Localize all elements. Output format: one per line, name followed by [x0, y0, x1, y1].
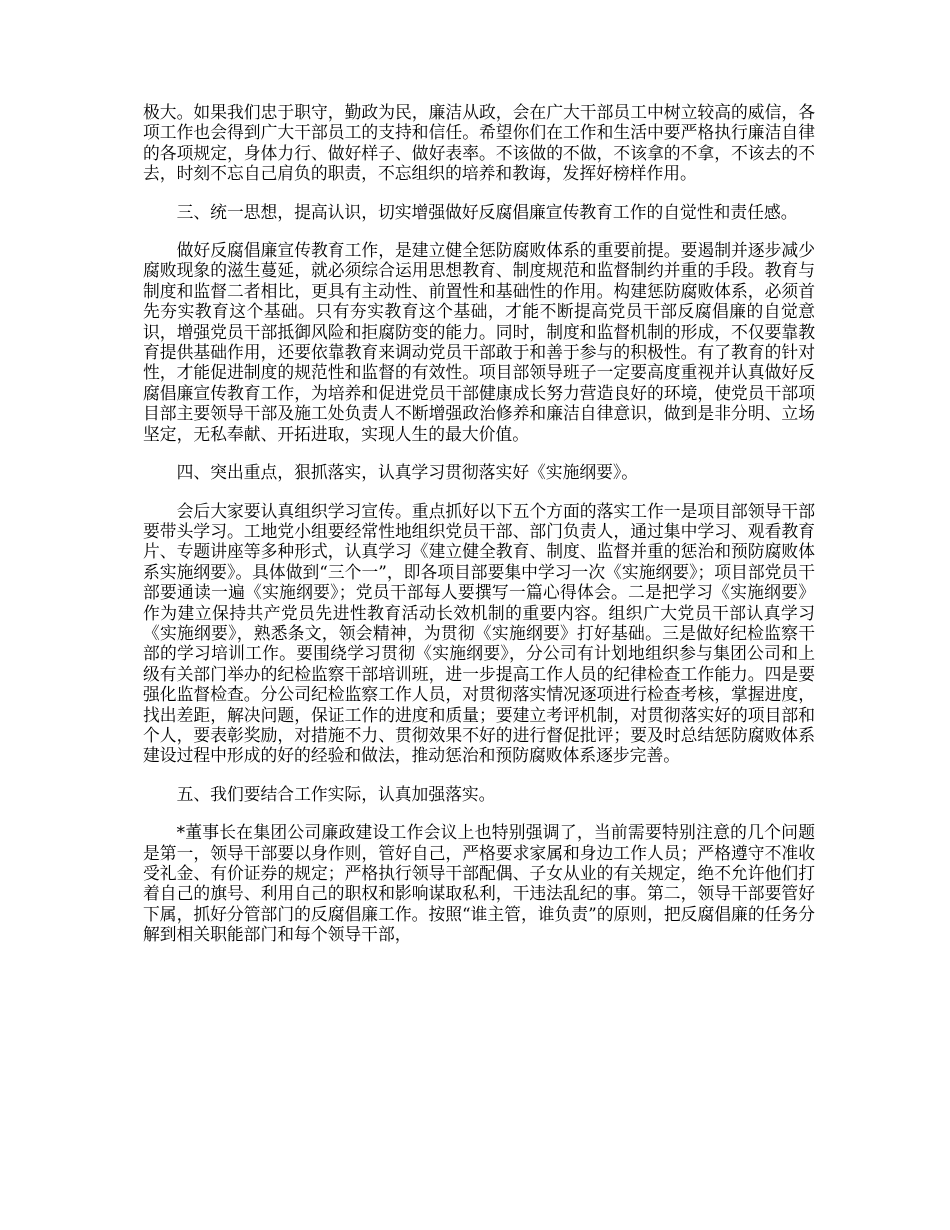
section-heading-3: 三、统一思想，提高认识，切实增强做好反腐倡廉宣传教育工作的自觉性和责任感。	[176, 201, 798, 222]
paragraph-3: 做好反腐倡廉宣传教育工作，是建立健全惩防腐败体系的重要前提。要遏制并逐步减少腐败现象的滋生蔓延，就必须综合运用思想教育、制度规范和监督制约并重的手段。教育与制度和监督二者相比，更具有主动性、前置性和基础性的作用。构建惩防腐败体系，必须首先夯实教育这个基础。只有夯实教育这个基础，才能不断提高党员干部反腐倡廉的自觉意识，增强党员干部抵御风险和拒腐防变的能力。同时，制度和监督机制的形成，不仅要靠教育提供基础作用，还要依靠教育来调动党员干部敢于和善于参与的积极性。有了教育的针对性，才能促进制度的规范性和监督的有效性。项目部领导班子一定要高度重视并认真做好反腐倡廉宣传教育工作，为培养和促进党员干部健康成长努力营造良好的环境，使党员干部项目部主要领导干部及施工处负责人不断增强政治修养和廉洁自律意识，做到是非分明、立场坚定，无私奉献、开拓进取，实现人生的最大价值。	[143, 240, 815, 444]
paragraph-5: 会后大家要认真组织学习宣传。重点抓好以下五个方面的落实工作一是项目部领导干部要带头学习。工地党小组要经常性地组织党员干部、部门负责人，通过集中学习、观看教育片、专题讲座等多种形式，认真学习《建立健全教育、制度、监督并重的惩治和预防腐败体系实施纲要》。具体做到“三个一”，即各项目部要集中学习一次《实施纲要》；项目部党员干部要通读一遍《实施纲要》；党员干部每人要撰写一篇心得体会。二是把学习《实施纲要》作为建立保持共产党员先进性教育活动长效机制的重要内容。组织广大党员干部认真学习《实施纲要》，熟悉条文，领会精神，为贯彻《实施纲要》打好基础。三是做好纪检监察干部的学习培训工作。要围绕学习贯彻《实施纲要》，分公司有计划地组织参与集团公司和上级有关部门举办的纪检监察干部培训班，进一步提高工作人员的纪律检查工作能力。四是要强化监督检查。分公司纪检监察工作人员，对贯彻落实情况逐项进行检查考核，掌握进度，找出差距，解决问题，保证工作的进度和质量；要建立考评机制，对贯彻落实好的项目部和个人，要表彰奖励，对措施不力、贯彻效果不好的进行督促批评；要及时总结惩防腐败体系建设过程中形成的好的经验和做法，推动惩治和预防腐败体系逐步完善。	[143, 500, 815, 766]
section-heading-4: 四、突出重点，狠抓落实，认真学习贯彻落实好《实施纲要》。	[176, 462, 639, 483]
document-body	[143, 102, 815, 963]
paragraph-7: *董事长在集团公司廉政建设工作会议上也特别强调了，当前需要特别注意的几个问题是第一，领导干部要以身作则，管好自己，严格要求家属和身边工作人员；严格遵守不准收受礼金、有价证券的规定；严格执行领导干部配偶、子女从业的有关规定，绝不允许他们打着自己的旗号、利用自己的职权和影响谋取私利，干违法乱纪的事。第二，领导干部要管好下属，抓好分管部门的反腐倡廉工作。按照“谁主管，谁负责”的原则，把反腐倡廉的任务分解到相关职能部门和每个领导干部，	[143, 822, 815, 945]
section-heading-5: 五、我们要结合工作实际，认真加强落实。	[176, 783, 496, 804]
paragraph-1: 极大。如果我们忠于职守，勤政为民，廉洁从政，会在广大干部员工中树立较高的威信，各项工作也会得到广大干部员工的支持和信任。希望你们在工作和生活中要严格执行廉洁自律的各项规定，身体力行、做好样子、做好表率。不该做的不做，不该拿的不拿，不该去的不去，时刻不忘自己肩负的职责，不忘组织的培养和教诲，发挥好榜样作用。	[143, 102, 815, 184]
